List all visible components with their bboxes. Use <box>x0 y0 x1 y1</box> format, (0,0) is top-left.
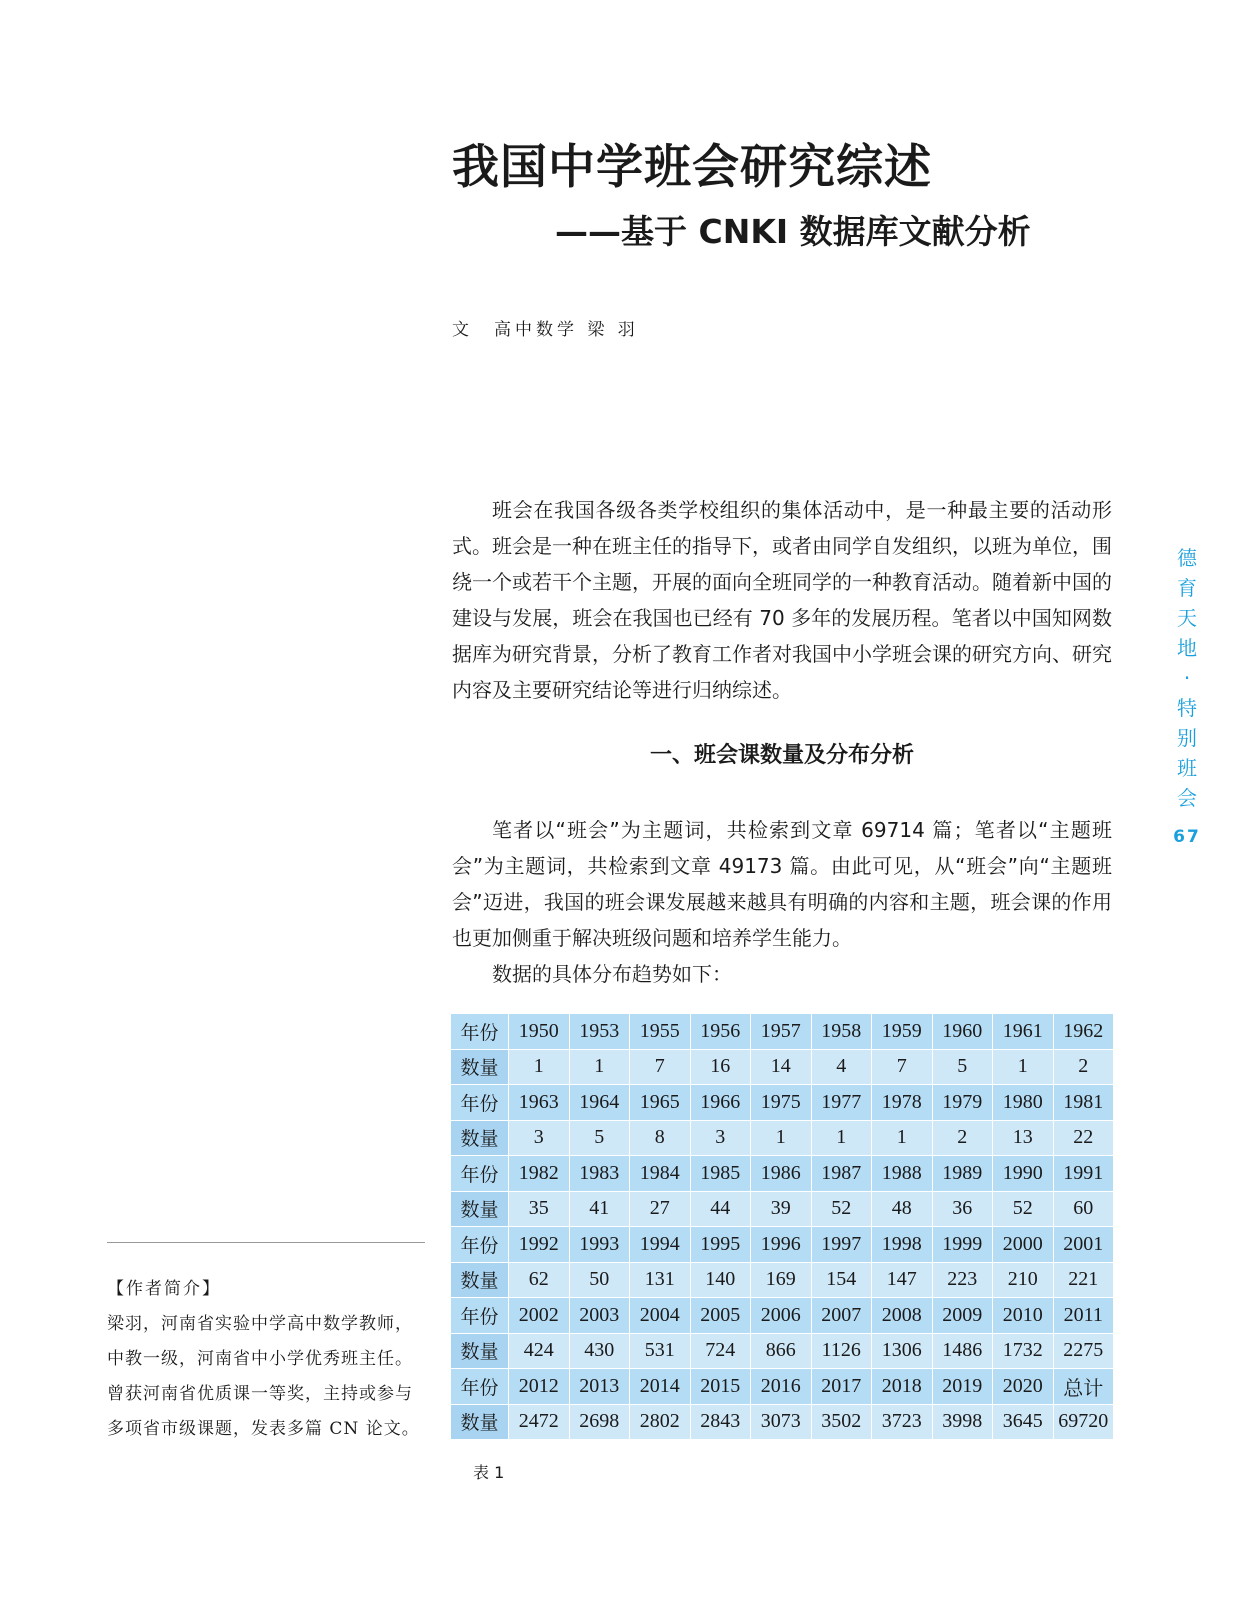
year-cell: 1997 <box>811 1227 872 1263</box>
table-body <box>451 1014 1114 1440</box>
year-cell: 1979 <box>932 1085 993 1121</box>
count-row <box>451 1404 1114 1440</box>
count-cell: 39 <box>751 1191 812 1227</box>
year-cell: 2008 <box>872 1298 933 1334</box>
count-cell: 3723 <box>872 1404 933 1440</box>
year-row <box>451 1014 1114 1050</box>
year-cell: 1950 <box>509 1014 570 1050</box>
count-row-label: 数量 <box>451 1120 509 1156</box>
year-cell: 1986 <box>751 1156 812 1192</box>
count-cell: 223 <box>932 1262 993 1298</box>
count-cell: 60 <box>1053 1191 1114 1227</box>
year-cell: 2011 <box>1053 1298 1114 1334</box>
count-cell: 16 <box>690 1049 751 1085</box>
count-cell: 36 <box>932 1191 993 1227</box>
count-cell: 4 <box>811 1049 872 1085</box>
year-cell: 1991 <box>1053 1156 1114 1192</box>
year-cell: 1983 <box>569 1156 630 1192</box>
count-row-label: 数量 <box>451 1404 509 1440</box>
count-cell: 724 <box>690 1333 751 1369</box>
author-bio <box>107 1272 427 1447</box>
year-row <box>451 1156 1114 1192</box>
count-cell: 8 <box>630 1120 691 1156</box>
side-band-char: 育 <box>1177 576 1197 600</box>
year-cell: 1963 <box>509 1085 570 1121</box>
count-cell: 3 <box>690 1120 751 1156</box>
side-band-char: 会 <box>1177 786 1197 810</box>
year-cell: 1957 <box>751 1014 812 1050</box>
year-cell: 1975 <box>751 1085 812 1121</box>
section-paragraph: 笔者以“班会”为主题词，共检索到文章 69714 篇；笔者以“主题班会”为主题词，共检索到文章 49173 篇。由此可见，从“班会”向“主题班会”迈进，我国的班会课发展越来越具有明确的内容和主题，班会课的作用也更加侧重于解决班级问题和培养学生能力。 <box>452 818 1112 950</box>
count-cell: 35 <box>509 1191 570 1227</box>
count-cell: 1126 <box>811 1333 872 1369</box>
section-side-band <box>1172 543 1202 847</box>
count-cell: 5 <box>569 1120 630 1156</box>
count-cell: 531 <box>630 1333 691 1369</box>
year-row-label: 年份 <box>451 1227 509 1263</box>
count-row <box>451 1120 1114 1156</box>
count-row-label: 数量 <box>451 1333 509 1369</box>
year-row <box>451 1298 1114 1334</box>
count-cell: 1486 <box>932 1333 993 1369</box>
year-cell: 1953 <box>569 1014 630 1050</box>
count-row-label: 数量 <box>451 1191 509 1227</box>
count-row <box>451 1191 1114 1227</box>
count-cell: 1 <box>569 1049 630 1085</box>
count-cell: 2275 <box>1053 1333 1114 1369</box>
year-row <box>451 1227 1114 1263</box>
year-cell: 1955 <box>630 1014 691 1050</box>
byline: 文 高中数学 梁 羽 <box>452 320 639 340</box>
author-divider <box>107 1242 425 1243</box>
year-row <box>451 1369 1114 1405</box>
year-cell: 1993 <box>569 1227 630 1263</box>
year-cell: 1982 <box>509 1156 570 1192</box>
intro-text: 班会在我国各级各类学校组织的集体活动中，是一种最主要的活动形式。班会是一种在班主任的指导下，或者由同学自发组织，以班为单位，围绕一个或若干个主题，开展的面向全班同学的一种教育活动。随着新中国的建设与发展，班会在我国也已经有 70 多年的发展历程。笔者以中国知网数据库为研究背景，分析了教育工作者对我国中小学班会课的研究方向、研究内容及主要研究结论等进行归纳综述。 <box>452 498 1112 702</box>
year-cell: 1984 <box>630 1156 691 1192</box>
side-band-char: 班 <box>1177 756 1197 780</box>
count-cell: 3645 <box>993 1404 1054 1440</box>
count-cell: 7 <box>630 1049 691 1085</box>
year-cell: 2018 <box>872 1369 933 1405</box>
count-row <box>451 1262 1114 1298</box>
year-cell: 2010 <box>993 1298 1054 1334</box>
year-cell: 2006 <box>751 1298 812 1334</box>
article-subtitle: ——基于 CNKI 数据库文献分析 <box>555 212 1031 251</box>
count-row-label: 数量 <box>451 1262 509 1298</box>
year-cell: 2012 <box>509 1369 570 1405</box>
side-band-char: 特 <box>1177 696 1197 720</box>
side-band-char: 地 <box>1177 636 1197 660</box>
count-cell: 169 <box>751 1262 812 1298</box>
count-cell: 147 <box>872 1262 933 1298</box>
year-cell: 2004 <box>630 1298 691 1334</box>
count-cell: 13 <box>993 1120 1054 1156</box>
count-cell: 1732 <box>993 1333 1054 1369</box>
year-count-table <box>450 1013 1114 1440</box>
count-cell: 866 <box>751 1333 812 1369</box>
year-cell: 1956 <box>690 1014 751 1050</box>
count-cell: 2843 <box>690 1404 751 1440</box>
count-cell: 62 <box>509 1262 570 1298</box>
year-cell: 2016 <box>751 1369 812 1405</box>
count-cell: 22 <box>1053 1120 1114 1156</box>
year-cell: 1978 <box>872 1085 933 1121</box>
count-cell: 27 <box>630 1191 691 1227</box>
count-cell: 1 <box>872 1120 933 1156</box>
year-cell: 1996 <box>751 1227 812 1263</box>
year-row-label: 年份 <box>451 1014 509 1050</box>
count-cell: 1 <box>811 1120 872 1156</box>
count-row <box>451 1049 1114 1085</box>
count-row-label: 数量 <box>451 1049 509 1085</box>
count-cell: 44 <box>690 1191 751 1227</box>
author-bio-heading: 【作者简介】 <box>107 1279 221 1299</box>
year-cell: 1988 <box>872 1156 933 1192</box>
article-title: 我国中学班会研究综述 <box>452 140 932 195</box>
year-cell: 2002 <box>509 1298 570 1334</box>
year-row-label: 年份 <box>451 1369 509 1405</box>
side-band-char: 天 <box>1177 606 1197 630</box>
count-cell: 1 <box>993 1049 1054 1085</box>
author-bio-line: 梁羽，河南省实验中学高中数学教师， <box>107 1314 413 1334</box>
year-cell: 1995 <box>690 1227 751 1263</box>
year-cell: 1958 <box>811 1014 872 1050</box>
count-cell: 154 <box>811 1262 872 1298</box>
intro-paragraph <box>452 492 1112 708</box>
year-cell: 1980 <box>993 1085 1054 1121</box>
year-cell: 1994 <box>630 1227 691 1263</box>
year-cell: 1981 <box>1053 1085 1114 1121</box>
count-cell: 3 <box>509 1120 570 1156</box>
year-cell: 2001 <box>1053 1227 1114 1263</box>
count-cell: 430 <box>569 1333 630 1369</box>
author-bio-line: 多项省市级课题，发表多篇 CN 论文。 <box>107 1419 420 1439</box>
count-cell: 69720 <box>1053 1404 1114 1440</box>
count-cell: 41 <box>569 1191 630 1227</box>
count-cell: 7 <box>872 1049 933 1085</box>
year-cell: 1962 <box>1053 1014 1114 1050</box>
count-cell: 5 <box>932 1049 993 1085</box>
count-cell: 1306 <box>872 1333 933 1369</box>
year-cell: 1999 <box>932 1227 993 1263</box>
count-cell: 1 <box>509 1049 570 1085</box>
year-cell: 2020 <box>993 1369 1054 1405</box>
year-cell: 1960 <box>932 1014 993 1050</box>
year-cell: 2019 <box>932 1369 993 1405</box>
year-cell: 总计 <box>1053 1369 1114 1405</box>
year-row-label: 年份 <box>451 1085 509 1121</box>
count-cell: 131 <box>630 1262 691 1298</box>
year-cell: 2009 <box>932 1298 993 1334</box>
year-cell: 2003 <box>569 1298 630 1334</box>
count-cell: 2472 <box>509 1404 570 1440</box>
count-cell: 2 <box>932 1120 993 1156</box>
count-cell: 2 <box>1053 1049 1114 1085</box>
year-cell: 2013 <box>569 1369 630 1405</box>
section-body <box>452 812 1112 992</box>
count-cell: 210 <box>993 1262 1054 1298</box>
count-cell: 52 <box>993 1191 1054 1227</box>
year-cell: 2005 <box>690 1298 751 1334</box>
count-cell: 52 <box>811 1191 872 1227</box>
year-cell: 1961 <box>993 1014 1054 1050</box>
year-cell: 1964 <box>569 1085 630 1121</box>
count-cell: 3998 <box>932 1404 993 1440</box>
year-cell: 1998 <box>872 1227 933 1263</box>
side-band-char: · <box>1183 666 1191 690</box>
year-cell: 2017 <box>811 1369 872 1405</box>
author-bio-line: 曾获河南省优质课一等奖，主持或参与 <box>107 1384 413 1404</box>
year-cell: 1977 <box>811 1085 872 1121</box>
side-band-char: 德 <box>1177 546 1197 570</box>
year-cell: 2007 <box>811 1298 872 1334</box>
year-cell: 2014 <box>630 1369 691 1405</box>
count-cell: 14 <box>751 1049 812 1085</box>
year-cell: 1992 <box>509 1227 570 1263</box>
section-paragraph: 数据的具体分布趋势如下： <box>492 962 732 986</box>
year-cell: 1990 <box>993 1156 1054 1192</box>
year-cell: 1989 <box>932 1156 993 1192</box>
year-cell: 1965 <box>630 1085 691 1121</box>
year-cell: 2015 <box>690 1369 751 1405</box>
author-bio-line: 中教一级，河南省中小学优秀班主任。 <box>107 1349 413 1369</box>
year-cell: 1985 <box>690 1156 751 1192</box>
count-cell: 2802 <box>630 1404 691 1440</box>
year-row-label: 年份 <box>451 1298 509 1334</box>
year-row-label: 年份 <box>451 1156 509 1192</box>
count-cell: 1 <box>751 1120 812 1156</box>
page-number: 67 <box>1173 827 1201 847</box>
count-cell: 3502 <box>811 1404 872 1440</box>
table-caption: 表 1 <box>473 1463 505 1482</box>
count-cell: 48 <box>872 1191 933 1227</box>
year-cell: 1966 <box>690 1085 751 1121</box>
year-cell: 2000 <box>993 1227 1054 1263</box>
count-row <box>451 1333 1114 1369</box>
year-cell: 1959 <box>872 1014 933 1050</box>
count-cell: 221 <box>1053 1262 1114 1298</box>
count-cell: 140 <box>690 1262 751 1298</box>
year-row <box>451 1085 1114 1121</box>
count-cell: 50 <box>569 1262 630 1298</box>
side-band-char: 别 <box>1177 726 1197 750</box>
count-cell: 2698 <box>569 1404 630 1440</box>
section-heading: 一、班会课数量及分布分析 <box>649 743 914 768</box>
count-cell: 3073 <box>751 1404 812 1440</box>
year-cell: 1987 <box>811 1156 872 1192</box>
count-cell: 424 <box>509 1333 570 1369</box>
